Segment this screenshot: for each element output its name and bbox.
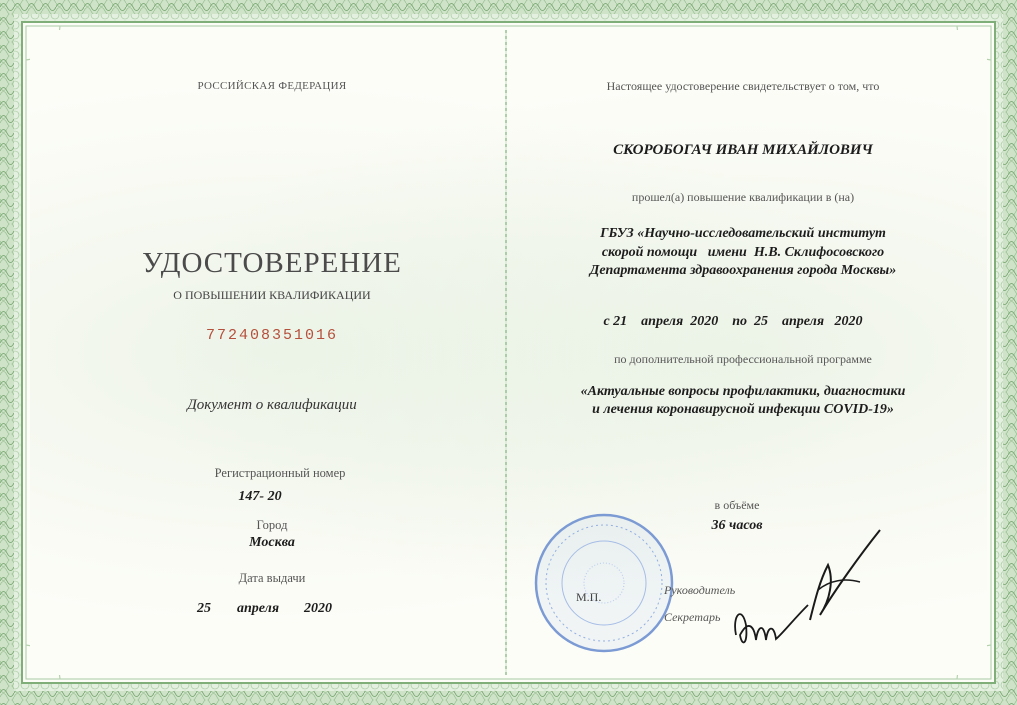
volume-value: 36 часов: [711, 518, 763, 533]
passed-text: прошел(а) повышение квалификации в (на): [631, 190, 855, 204]
issue-date-day: 25: [197, 601, 211, 616]
holder-name: СКОРОБОГАЧ ИВАН МИХАЙЛОВИЧ: [613, 142, 873, 158]
organization-line-1: ГБУЗ «Научно-исследовательский институт: [600, 226, 886, 241]
secretary-signature: [728, 595, 818, 655]
issue-date-label: Дата выдачи: [238, 571, 306, 585]
certificate-title: УДОСТОВЕРЕНИЕ: [142, 247, 402, 279]
organization-line-2: скорой помощи имени Н.В. Склифосовского: [601, 245, 885, 260]
city-value: Москва: [249, 535, 295, 550]
issue-date-month: апреля: [237, 601, 280, 616]
program-line-2: и лечения коронавирусной инфекции COVID-19»: [592, 402, 894, 417]
seal-place-label: М.П.: [576, 590, 602, 604]
program-line-1: «Актуальные вопросы профилактики, диагностики: [580, 384, 906, 399]
certificate-subtitle: О ПОВЫШЕНИИ КВАЛИФИКАЦИИ: [173, 288, 371, 302]
issue-date-year: 2020: [304, 601, 332, 616]
program-label: по дополнительной профессиональной программе: [614, 352, 872, 366]
training-period: с 21 апреля 2020 по 25 апреля 2020: [603, 314, 863, 329]
secretary-label: Секретарь: [664, 610, 721, 624]
head-label: Руководитель: [664, 583, 736, 597]
volume-label: в объёме: [714, 498, 760, 512]
reg-number-value: 147- 20: [238, 489, 282, 504]
official-stamp: [533, 512, 675, 654]
reg-number-label: Регистрационный номер: [214, 466, 346, 480]
country-heading: РОССИЙСКАЯ ФЕДЕРАЦИЯ: [197, 80, 347, 92]
organization-line-3: Департамента здравоохранения города Москвы»: [589, 263, 897, 278]
fold-line: [505, 30, 507, 675]
document-type: Документ о квалификации: [187, 397, 357, 413]
intro-text: Настоящее удостоверение свидетельствует о том, что: [606, 79, 880, 93]
serial-number: 772408351016: [205, 327, 339, 344]
city-label: Город: [256, 518, 288, 532]
